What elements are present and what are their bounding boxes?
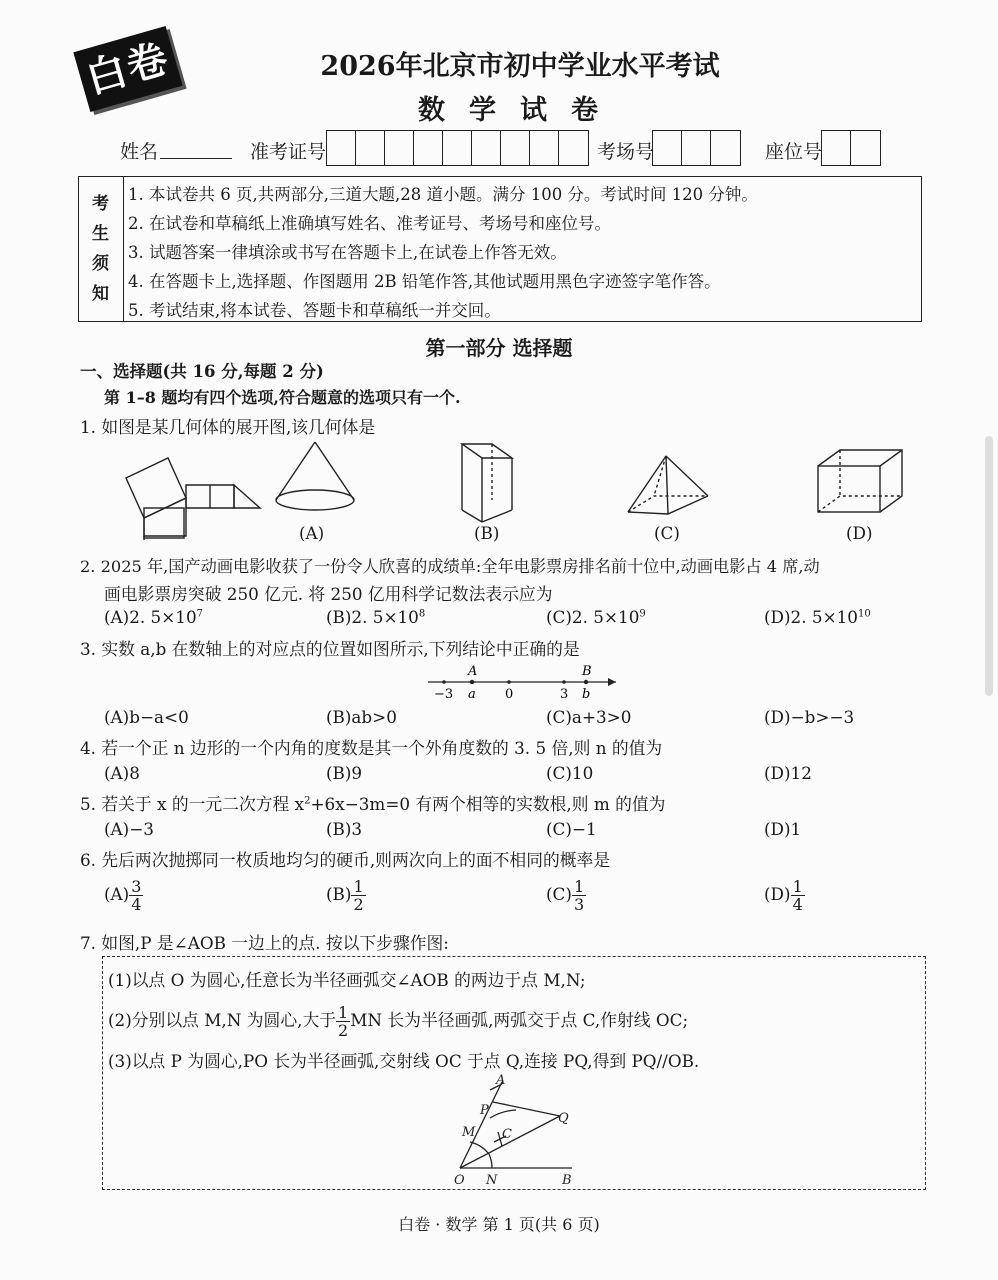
q2-option-c: (C)2. $5\times 10^9$	[546, 607, 646, 627]
q5-option-a: (A)−3	[104, 819, 154, 839]
q3-option-c: (C)a+3>0	[546, 707, 632, 727]
exam-id-label: 准考证号	[250, 141, 327, 163]
svg-text:0: 0	[505, 687, 514, 702]
svg-text:C: C	[502, 1127, 512, 1142]
question-3-stem: 3. 实数 a,b 在数轴上的对应点的位置如图所示,下列结论中正确的是	[80, 639, 580, 659]
q7-figure	[440, 1072, 590, 1190]
svg-text:M: M	[462, 1125, 476, 1140]
notice-line: 1. 本试卷共 6 页,共两部分,三道大题,28 道小题。满分 100 分。考试时间 120 分钟。	[128, 185, 758, 204]
question-1-stem: 1. 如图是某几何体的展开图,该几何体是	[80, 417, 376, 437]
q6-option-b: (B) $\frac{1}{2}$	[326, 877, 364, 914]
section-title: 一、选择题(共 16 分,每题 2 分)	[80, 362, 324, 381]
exam-subtitle: 数学试卷	[418, 95, 622, 126]
q1-label-b: (B)	[474, 523, 500, 543]
notice-line: 2. 在试卷和草稿纸上准确填写姓名、准考证号、考场号和座位号。	[128, 214, 611, 233]
room-boxes[interactable]	[652, 130, 741, 166]
exam-title: 2026年北京市初中学业水平考试	[320, 51, 720, 82]
section-note: 第 1–8 题均有四个选项,符合题意的选项只有一个.	[104, 388, 461, 407]
q6-option-c: (C) $\frac{1}{3}$	[546, 877, 585, 914]
q6-option-d: (D) $\frac{1}{4}$	[764, 877, 803, 914]
question-5-stem: 5. 若关于 x 的一元二次方程 $x^2+6x-3m=0$ 有两个相等的实数根,则 m 的值为	[80, 794, 666, 814]
name-label: 姓名	[120, 141, 159, 163]
svg-text:−3: −3	[434, 687, 454, 702]
page-footer: 白卷 · 数学 第 1 页(共 6 页)	[398, 1215, 600, 1234]
question-2-stem: 2. 2025 年,国产动画电影收获了一份令人欣喜的成绩单:全年电影票房排名前十位中,动画电影占 4 席,动	[80, 557, 820, 576]
q1-label-d: (D)	[846, 523, 873, 543]
name-line[interactable]	[160, 158, 232, 159]
q5-option-d: (D)1	[764, 819, 802, 839]
net-square	[144, 498, 186, 536]
room-label: 考场号	[597, 141, 655, 163]
question-4-stem: 4. 若一个正 n 边形的一个内角的度数是其一个外角度数的 3. 5 倍,则 n 的值为	[80, 738, 663, 758]
q4-option-c: (C)10	[546, 763, 594, 783]
notice-side-label: 考 生 须 知	[78, 176, 124, 322]
net-square	[126, 458, 186, 518]
paper-stamp: 白卷	[73, 26, 182, 112]
svg-text:P: P	[480, 1103, 489, 1118]
q4-option-d: (D)12	[764, 763, 812, 783]
notice-line: 4. 在答题卡上,选择题、作图题用 2B 铅笔作答,其他试题用黑色字迹签字笔作答。	[128, 272, 721, 291]
svg-text:B: B	[582, 664, 592, 679]
q2-option-a: (A)2. $5\times 10^7$	[104, 607, 204, 627]
svg-text:Q: Q	[558, 1111, 569, 1126]
q1-figures	[120, 440, 920, 545]
q5-option-b: (B)3	[326, 819, 363, 839]
question-6-stem: 6. 先后两次抛掷同一枚质地均匀的硬币,则两次向上的面不相同的概率是	[80, 850, 611, 870]
svg-text:A: A	[496, 1073, 506, 1088]
q4-option-a: (A)8	[104, 763, 140, 783]
exam-id-boxes[interactable]	[326, 130, 589, 166]
q7-step-1: (1)以点 O 为圆心,任意长为半径画弧交∠AOB 的两边于点 M,N;	[108, 970, 586, 990]
q1-label-a: (A)	[299, 523, 325, 543]
svg-text:3: 3	[560, 687, 569, 702]
net-square	[144, 508, 184, 538]
q6-option-a: (A) $\frac{3}{4}$	[104, 877, 142, 914]
svg-text:A: A	[468, 664, 478, 679]
svg-text:a: a	[468, 687, 476, 702]
q5-option-c: (C)−1	[546, 819, 597, 839]
number-line	[420, 660, 620, 704]
question-7-stem: 7. 如图,P 是∠AOB 一边上的点. 按以下步骤作图:	[80, 933, 449, 953]
q4-option-b: (B)9	[326, 763, 363, 783]
seat-label: 座位号	[765, 141, 823, 163]
notice-line: 5. 考试结束,将本试卷、答题卡和草稿纸一并交回。	[128, 301, 501, 320]
q3-option-a: (A)b−a<0	[104, 707, 189, 727]
notice-line: 3. 试题答案一律填涂或书写在答题卡上,在试卷上作答无效。	[128, 243, 567, 262]
scrollbar[interactable]	[985, 436, 993, 696]
seat-boxes[interactable]	[821, 130, 881, 166]
q7-step-3: (3)以点 P 为圆心,PO 长为半径画弧,交射线 OC 于点 Q,连接 PQ,得到 PQ//OB.	[108, 1051, 700, 1071]
q3-option-d: (D)−b>−3	[764, 707, 855, 727]
q3-option-b: (B)ab>0	[326, 707, 397, 727]
svg-text:N: N	[486, 1173, 498, 1188]
q2-option-d: (D)2. $5\times 10^{10}$	[764, 607, 871, 627]
q1-label-c: (C)	[654, 523, 680, 543]
q7-step-2: (2)分别以点 M,N 为圆心,大于 $\frac{1}{2}$ MN 长为半径画弧,两弧交于点 C,作射线 OC;	[108, 1003, 689, 1040]
svg-text:b: b	[582, 687, 591, 702]
q2-option-b: (B)2. $5\times 10^8$	[326, 607, 426, 627]
question-2-stem-cont: 画电影票房突破 250 亿元. 将 250 亿用科学记数法表示应为	[104, 584, 553, 604]
net-triangle	[234, 485, 260, 508]
svg-text:O: O	[454, 1173, 465, 1188]
part-title: 第一部分 选择题	[425, 336, 573, 360]
svg-text:B: B	[562, 1173, 572, 1188]
